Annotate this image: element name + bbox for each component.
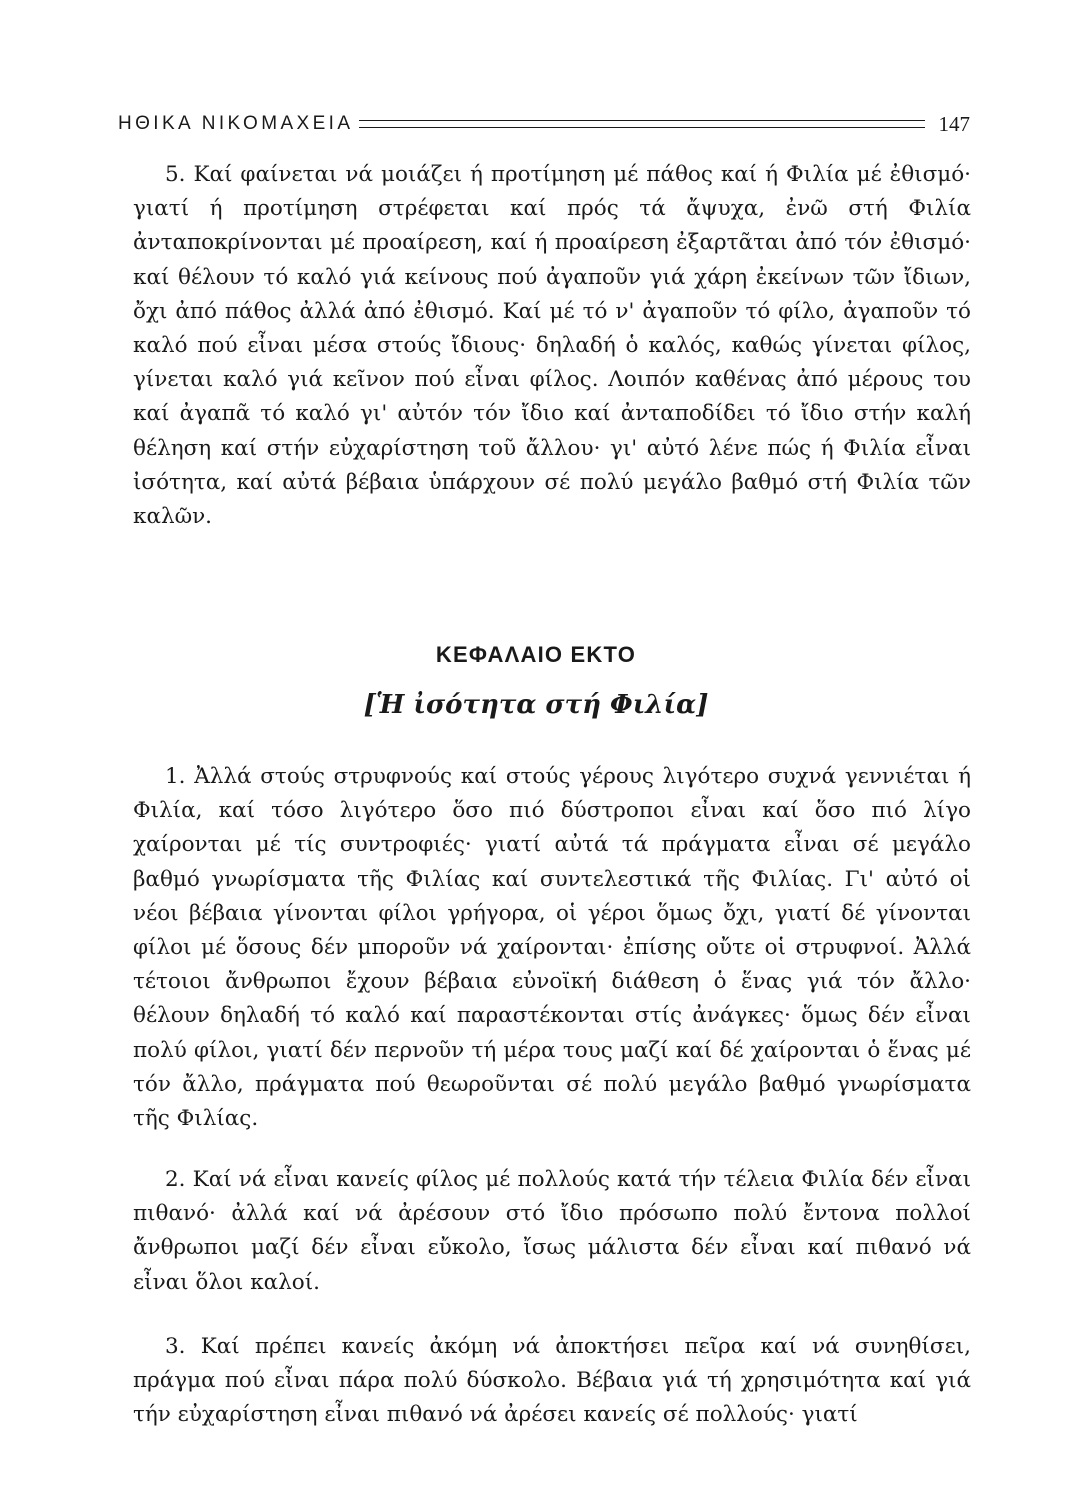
page-number: 147	[938, 111, 970, 136]
chapter-title: ΚΕΦΑΛΑΙΟ ΕΚΤΟ	[435, 642, 637, 667]
running-title: ΗΘΙΚΑ ΝΙΚΟΜΑΧΕΙΑ	[118, 113, 354, 134]
header-double-rule	[359, 120, 924, 128]
paragraph-3: 3. Καί πρέπει κανείς ἀκόμη νά ἀποκτήσει πεῖρα καί νά συνηθίσει, πράγμα πού εἶναι πάρα πολύ δύσκολο. Βέβαια γιά τή χρησιμότητα καί γιά τήν εὐχαρίστηση εἶναι πιθανό νά ἀρέσει κανείς σέ πολλούς· γιατί	[133, 1334, 971, 1428]
chapter-subtitle: [Ἡ ἰσότητα στή Φιλία]	[363, 690, 709, 720]
paragraph-1: 1. Ἀλλά στούς στρυφνούς καί στούς γέρους λιγότερο συχνά γεννιέται ή Φιλία, καί τόσο λιγότερο ὅσο πιό δύστροποι εἶναι καί ὅσο πιό λίγο χαίρονται μέ τίς συντροφιές· γιατί αὐτά τά πράγματα εἶναι σέ μεγάλο βαθμό γνωρίσματα τῆς Φιλίας καί συντελεστικά τῆς Φιλίας. Γι' αὐτό οἱ νέοι βέβαια γίνονται φίλοι γρήγορα, οἱ γέροι ὅμως ὄχι, γιατί δέ γίνονται φίλοι μέ ὅσους δέν μποροῦν νά χαίρονται· ἐπίσης οὔτε οἱ στρυφνοί. Ἀλλά τέτοιοι ἄνθρωποι ἔχουν βέβαια εὐνοϊκή διάθεση ὁ ἕνας γιά τόν ἄλλο· θέλουν δηλαδή τό καλό καί παραστέκονται στίς ἀνάγκες· ὅμως δέν εἶναι πολύ φίλοι, γιατί δέν περνοῦν τή μέρα τους μαζί καί δέ χαίρονται ὁ ἕνας μέ τόν ἄλλο, πράγματα πού θεωροῦνται σέ πολύ μεγάλο βαθμό γνωρίσματα τῆς Φιλίας.	[133, 764, 971, 1132]
paragraph-2: 2. Καί νά εἶναι κανείς φίλος μέ πολλούς κατά τήν τέλεια Φιλία δέν εἶναι πιθανό· ἀλλά καί νά ἀρέσουν στό ἴδιο πρόσωπο πολύ ἔντονα πολλοί ἄνθρωποι μαζί δέν εἶναι εὔκολο, ἴσως μάλιστα δέν εἶναι καί πιθανό νά εἶναι ὅλοι καλοί.	[133, 1167, 971, 1295]
paragraph-section-5: 5. Καί φαίνεται νά μοιάζει ή προτίμηση μέ πάθος καί ή Φιλία μέ ἐθισμό· γιατί ή προτίμηση στρέφεται καί πρός τά ἄψυχα, ἐνῶ στή Φιλία ἀνταποκρίνονται μέ προαίρεση, καί ή προαίρεση ἐξαρτᾶται ἀπό τόν ἐθισμό· καί θέλουν τό καλό γιά κείνους πού ἀγαποῦν γιά χάρη ἐκείνων τῶν ἴδιων, ὄχι ἀπό πάθος ἀλλά ἀπό ἐθισμό. Καί μέ τό ν' ἀγαποῦν τό φίλο, ἀγαποῦν τό καλό πού εἶναι μέσα στούς ἴδιους· δηλαδή ὁ καλός, καθώς γίνεται φίλος, γίνεται καλό γιά κεῖνον πού εἶναι φίλος. Λοιπόν καθένας ἀπό μέρους του καί ἀγαπᾶ τό καλό γι' αὐτόν τόν ἴδιο καί ἀνταποδίδει τό ἴδιο στήν καλή θέληση καί στήν εὐχαρίστηση τοῦ ἄλλου· γι' αὐτό λένε πώς ή Φιλία εἶναι ἰσότητα, καί αὐτά βέβαια ὑπάρχουν σέ πολύ μεγάλο βαθμό στή Φιλία τῶν καλῶν.	[133, 162, 971, 530]
page-header	[118, 104, 970, 144]
